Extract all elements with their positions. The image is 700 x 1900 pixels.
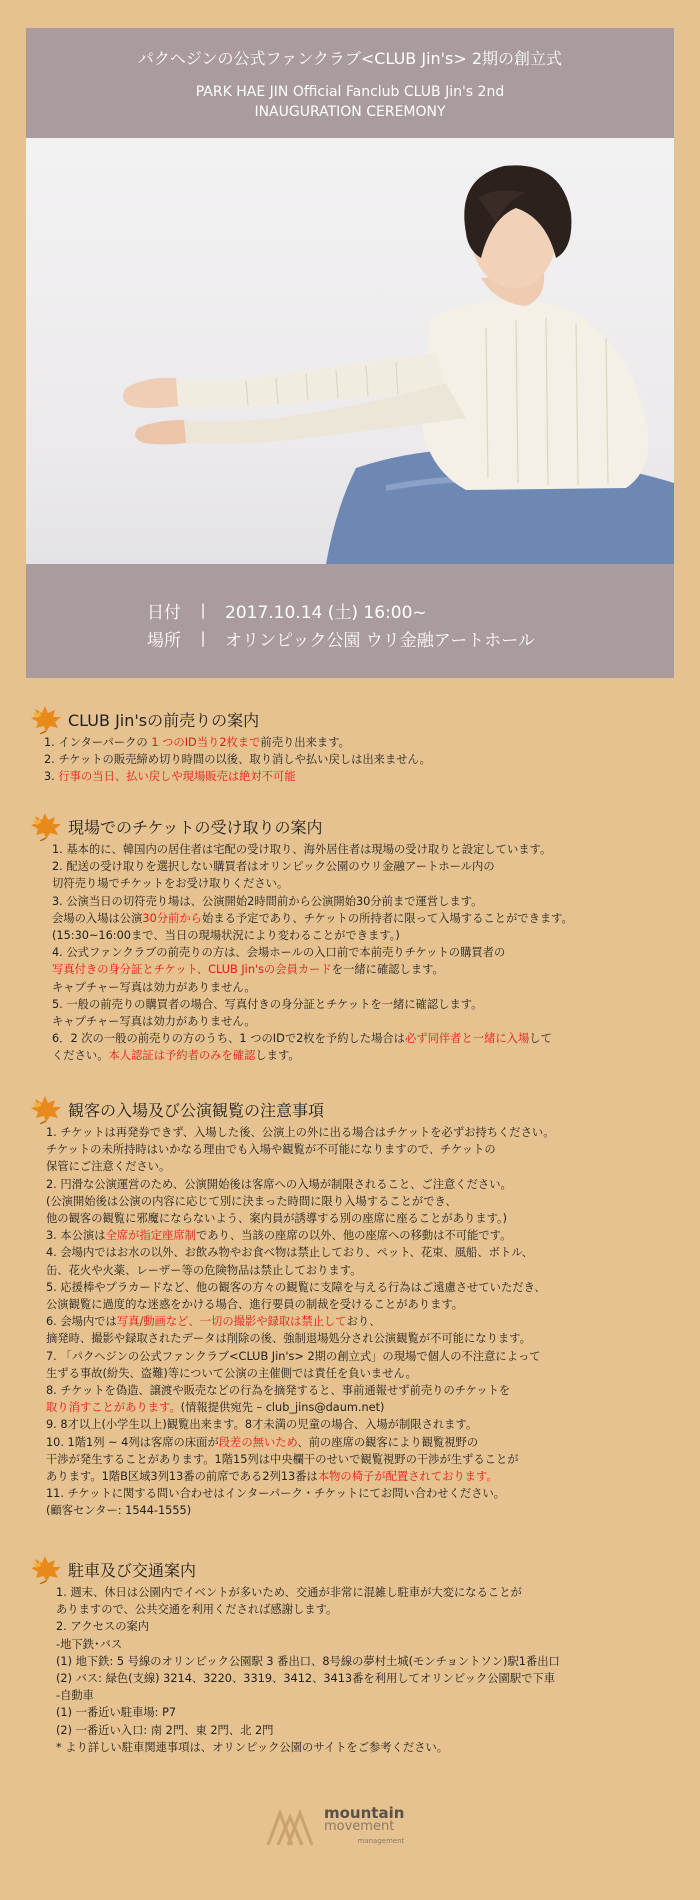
notice-highlight: 1 つのID当り2枚まで xyxy=(151,736,261,749)
ticket-pickup-section xyxy=(26,811,686,1065)
notice-text: 1. チケットは再発券できず、入場した後、公演上の外に出る場合はチケットを必ずお持ちください。 xyxy=(46,1126,555,1139)
notice-line xyxy=(26,734,686,751)
notice-text: 摘発時、撮影や録取されたデータは削除の後、強制退場処分され公演観覧が不可能になります。 xyxy=(46,1332,531,1346)
notice-text: して xyxy=(529,1032,552,1046)
section-header xyxy=(26,704,686,734)
section-title: 駐車及び交通案内 xyxy=(68,1560,197,1580)
event-details xyxy=(26,596,674,652)
notice-highlight: 段差の無いため xyxy=(218,1435,298,1449)
notice-text: (1) 地下鉄: 5 号線のオリンピック公園駅 3 番出口、8号線の夢村土城(モンチョントソン)駅1番出口 xyxy=(56,1654,560,1668)
event-place-value: オリンピック公園 ウリ金融アートホール xyxy=(225,630,535,651)
notice-text: 4. 会場内ではお水の以外、お飲み物やお食べ物は禁止しており、ペット、花束、風船、ボトル、 xyxy=(46,1246,533,1260)
notice-text: 切符売り場でチケットをお受け取りください。 xyxy=(52,877,289,891)
notice-text: 2. 円滑な公演運営のため、公演開始後は客席への入場が制限されること、ご注意ください。 xyxy=(46,1177,512,1191)
notice-text: 生ずる事故(紛失、盗難)等について公演の主催側では責任を負いません。 xyxy=(46,1366,417,1380)
notice-line xyxy=(26,910,686,927)
notice-highlight: 30分前から xyxy=(142,911,202,925)
maple-leaf-icon xyxy=(26,1094,64,1124)
notice-text: (顧客センター: 1544-1555) xyxy=(46,1504,192,1518)
notice-line xyxy=(26,1348,686,1365)
admission-notes-section xyxy=(26,1094,686,1520)
event-place-row xyxy=(26,624,674,652)
notice-text: 5. 応援棒やプラカードなど、他の観客の方々の観覧に支障を与える行為はご遠慮させていただき、 xyxy=(46,1280,546,1294)
event-title-en-line2: INAUGURATION CEREMONY xyxy=(254,104,446,120)
event-date-value: 2017.10.14 (土) 16:00~ xyxy=(225,602,427,623)
notice-text: 公演観覧に過度的な迷惑をかける場合、進行要員の制裁を受けることがあります。 xyxy=(46,1298,464,1312)
notice-text: 10. 1階1列 ~ 4列は客席の床面が xyxy=(46,1435,219,1449)
notice-text: (15:30~16:00まで、当日の現場状況により変わることができます。) xyxy=(52,929,400,943)
event-date-row xyxy=(26,596,674,624)
event-title-en xyxy=(26,82,674,122)
section-body xyxy=(26,1584,686,1756)
notice-line xyxy=(26,1262,686,1279)
notice-line xyxy=(26,1399,686,1416)
notice-text: 1. インターパークの xyxy=(44,736,152,749)
notice-highlight: 取り消すことがあります。 xyxy=(46,1401,181,1415)
notice-highlight: 写真付きの身分証とチケット、CLUB Jin'sの会員カード xyxy=(52,963,332,977)
notice-line xyxy=(26,1502,686,1519)
notice-text: 6．2 次の一般の前売りの方のうち、1 つのIDで2枚を予約した場合は xyxy=(52,1032,405,1046)
notice-text: 干渉が発生することがあります。1階15列は中央欄干のせいで観覧視野の干渉が生ずることが xyxy=(46,1452,519,1466)
section-body xyxy=(26,734,686,786)
notice-highlight: 本人認証は予約者のみを確認 xyxy=(108,1049,256,1063)
logo-line-mountain: mountain xyxy=(324,1804,405,1822)
notice-line xyxy=(26,1601,686,1618)
notice-text: (1) 一番近い駐車場: P7 xyxy=(56,1706,177,1720)
notice-text: あります。1階B区域3列13番の前席である2列13番は xyxy=(46,1470,318,1484)
event-date-label: 日付 xyxy=(147,602,181,623)
notice-line xyxy=(26,979,686,996)
notice-line xyxy=(26,1722,686,1739)
notice-highlight: 行事の当日、払い戻しや現場販売は絶対不可能 xyxy=(58,770,296,784)
notice-line xyxy=(26,1176,686,1193)
event-title-en-line1: PARK HAE JIN Official Fanclub CLUB Jin's 2nd xyxy=(195,84,505,100)
notice-text: (情報提供宛先 – club_jins@daum.net) xyxy=(180,1401,385,1415)
notice-text: (2) 一番近い入口: 南 2門、東 2門、北 2門 xyxy=(56,1723,274,1737)
notice-line xyxy=(26,1244,686,1261)
notice-line xyxy=(26,1158,686,1175)
notice-line xyxy=(26,1365,686,1382)
logo-wordmark xyxy=(324,1806,404,1848)
notice-text: 1. 週末、休日は公園内でイベントが多いため、交通が非常に混雑し駐車が大変になることが xyxy=(56,1586,522,1599)
notice-text: 6. 会場内では xyxy=(46,1315,117,1329)
maple-leaf-icon xyxy=(26,1554,64,1584)
notice-line xyxy=(26,768,686,785)
notice-line xyxy=(26,1124,686,1141)
section-header xyxy=(26,811,686,841)
notice-line xyxy=(26,1141,686,1158)
maple-leaf-icon xyxy=(26,811,64,841)
notice-line xyxy=(26,1330,686,1347)
section-header xyxy=(26,1554,686,1584)
notice-highlight: 本物の椅子が配置されております。 xyxy=(317,1470,498,1484)
event-place-separator: | xyxy=(200,629,206,647)
notice-line xyxy=(26,1451,686,1468)
notice-text: 3. 公演当日の切符売り場は、公演開始2時間前から公演開始30分前まで運営します。 xyxy=(52,894,483,908)
notice-text: 7. 「パクヘジンの公式ファンクラブ<CLUB Jin's> 2期の創立式」の現場で個人の不注意によって xyxy=(46,1349,541,1363)
section-title: 観客の入場及び公演観覧の注意事項 xyxy=(68,1100,325,1120)
notice-text: -自動車 xyxy=(56,1689,94,1703)
notice-text: 8. チケットを偽造、譲渡や販売などの行為を摘発すると、事前通報せず前売りのチケットを xyxy=(46,1384,511,1398)
notice-line xyxy=(26,1013,686,1030)
notice-text: 缶、花火や火薬、レーザー等の危険物品は禁止しております。 xyxy=(46,1263,362,1277)
notice-line xyxy=(26,1670,686,1687)
section-body xyxy=(26,1124,686,1520)
notice-text: 9. 8才以上(小学生以上)観覧出来ます。8才未満の児童の場合、入場が制限されます。 xyxy=(46,1418,478,1432)
notice-line xyxy=(26,1687,686,1704)
parking-transport-section xyxy=(26,1554,686,1756)
notice-line xyxy=(26,1584,686,1601)
notice-line xyxy=(26,1313,686,1330)
event-title-jp: パクヘジンの公式ファンクラブ<CLUB Jin's> 2期の創立式 xyxy=(137,49,563,68)
event-banner xyxy=(26,28,674,678)
notice-highlight: 必ず同伴者と一緒に入場 xyxy=(404,1032,530,1046)
notice-text: 2. 配送の受け取りを選択しない購買者はオリンピック公園のウリ金融アートホール内の xyxy=(52,860,495,874)
notice-text: 2. アクセスの案内 xyxy=(56,1620,150,1634)
notice-line xyxy=(26,1434,686,1451)
notice-line xyxy=(26,1739,686,1756)
notice-text: を一緒に確認します。 xyxy=(331,963,444,977)
notice-text: (2) バス: 緑色(支線) 3214、3220、3319、3412、3413番を利用してオリンピック公園駅で下車 xyxy=(56,1672,556,1686)
notice-text: 始まる予定であり、チケットの所持者に限って入場することができます。 xyxy=(201,911,573,925)
notice-line xyxy=(26,841,686,858)
notice-text: 前売り出来ます。 xyxy=(260,736,350,749)
notice-line xyxy=(26,751,686,768)
section-body xyxy=(26,841,686,1065)
artist-photo-illustration xyxy=(26,138,674,564)
notice-text: 保管にご注意ください。 xyxy=(46,1160,171,1174)
logo-line-management: management xyxy=(357,1837,405,1845)
notice-line xyxy=(26,1210,686,1227)
notice-text: 1. 基本的に、韓国内の居住者は宅配の受け取り、海外居住者は現場の受け取りと設定しています。 xyxy=(52,843,552,856)
notice-line xyxy=(26,1485,686,1502)
logo-line-movement: movement xyxy=(324,1819,395,1834)
notice-highlight: 写真/動画など、一切の撮影や録取は禁止して xyxy=(116,1315,347,1329)
notice-text: 3. 本公演は xyxy=(46,1229,106,1243)
notice-line xyxy=(26,927,686,944)
notice-line xyxy=(26,858,686,875)
notice-line xyxy=(26,1227,686,1244)
notice-line xyxy=(26,961,686,978)
section-title: CLUB Jin'sの前売りの案内 xyxy=(68,710,260,730)
artist-photo xyxy=(26,138,674,564)
notice-text: (公演開始後は公演の内容に応じて別に決まった時間に限り入場することができ、 xyxy=(46,1194,457,1208)
notice-text: します。 xyxy=(255,1049,300,1063)
notice-line xyxy=(26,1653,686,1670)
notice-line xyxy=(26,1618,686,1635)
mountain-logo-icon xyxy=(266,1807,318,1847)
notice-text: 4. 公式ファンクラブの前売りの方は、会場ホールの入口前で本前売りチケットの購買者の xyxy=(52,946,506,960)
notice-text: 11. チケットに関する問い合わせはインターパーク・チケットにてお問い合わせください。 xyxy=(46,1487,506,1501)
notice-text: チケットの未所持時はいかなる理由でも入場や観覧が不可能になりますので、チケットの xyxy=(46,1143,496,1157)
event-place-label: 場所 xyxy=(147,630,181,651)
notice-line xyxy=(26,1193,686,1210)
notice-line xyxy=(26,1382,686,1399)
mountain-movement-logo xyxy=(266,1806,404,1848)
section-title: 現場でのチケットの受け取りの案内 xyxy=(68,817,323,837)
notice-text: であり、当該の座席の以外、他の座席への移動は不可能です。 xyxy=(195,1229,512,1243)
notice-text: 他の観客の観覧に邪魔にならないよう、案内員が誘導する別の座席に座ることがあります。) xyxy=(46,1212,508,1226)
notice-text: 2. チケットの販売締め切り時間の以後、取り消しや払い戻しは出来ません。 xyxy=(44,753,431,767)
event-date-separator: | xyxy=(200,601,206,619)
section-header xyxy=(26,1094,686,1124)
notice-line xyxy=(26,1047,686,1064)
notice-text: ください。 xyxy=(52,1049,109,1063)
notice-line xyxy=(26,944,686,961)
notice-text: キャプチャー写真は効力がありません。 xyxy=(52,1015,256,1029)
notice-line xyxy=(26,1279,686,1296)
notice-line xyxy=(26,1636,686,1653)
notice-text: おり、 xyxy=(346,1315,381,1329)
notice-text: 5. 一般の前売りの購買者の場合、写真付きの身分証とチケットを一緒に確認します。 xyxy=(52,997,483,1011)
notice-line xyxy=(26,1030,686,1047)
notice-text: * より詳しい駐車関連事項は、オリンピック公園のサイトをご参考ください。 xyxy=(56,1740,449,1754)
notice-text: -地下鉄･バス xyxy=(56,1637,123,1651)
notice-line xyxy=(26,996,686,1013)
notice-line xyxy=(26,1704,686,1721)
fanclub-presale-section xyxy=(26,704,686,786)
notice-highlight: 全席が指定座席制 xyxy=(105,1229,196,1243)
maple-leaf-icon xyxy=(26,704,64,734)
notice-text: キャプチャー写真は効力がありません。 xyxy=(52,980,256,994)
notice-line xyxy=(26,1468,686,1485)
notice-line xyxy=(26,893,686,910)
notice-line xyxy=(26,1416,686,1433)
notice-text: ありますので、公共交通を利用くだされば感謝します。 xyxy=(56,1603,338,1617)
notice-text: 、前の座席の観客により観覧視野の xyxy=(297,1435,479,1449)
notice-text: 3. xyxy=(44,770,59,784)
notice-text: 会場の入場は公演 xyxy=(52,911,143,925)
notice-line xyxy=(26,875,686,892)
notice-line xyxy=(26,1296,686,1313)
